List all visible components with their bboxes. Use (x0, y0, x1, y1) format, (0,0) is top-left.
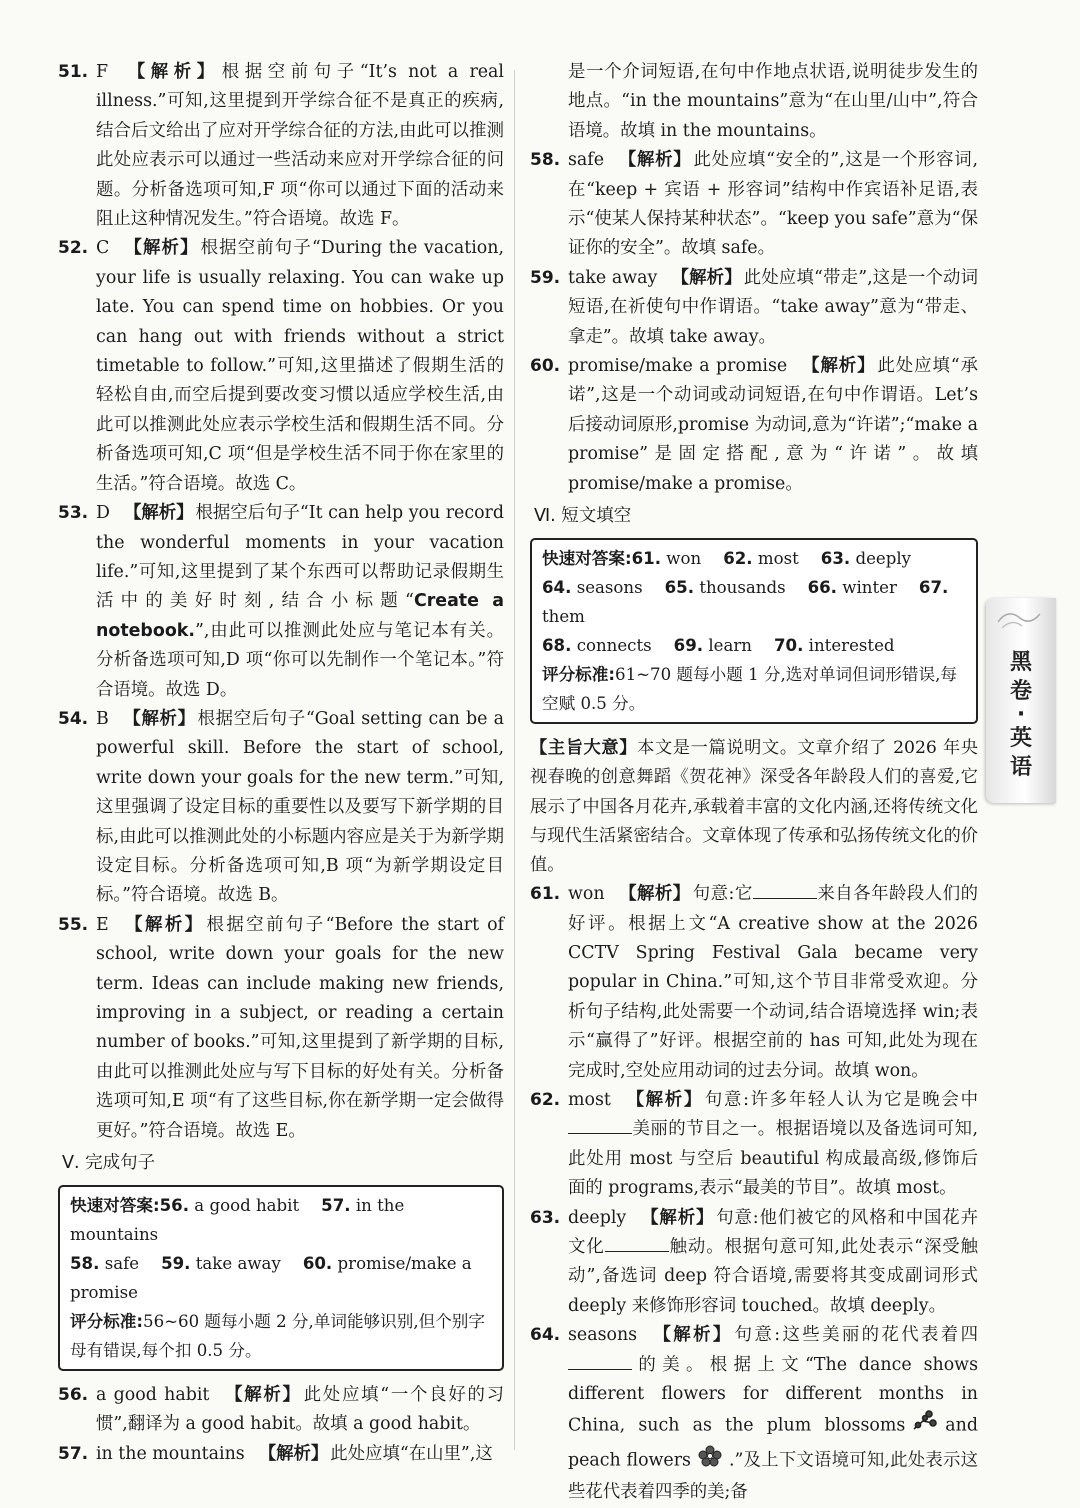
answer-value: learn (708, 636, 752, 656)
subheading-quote: Create a notebook. (96, 591, 504, 641)
item-explanation-cont: 是一个介词短语,在句中作地点状语,说明徒步发生的地点。“in the mountains”意为“在山里/山中”,符合语境。故填 in the mountains。 (568, 62, 978, 141)
analysis-tag: 【解析】 (671, 267, 742, 288)
answer-item-56 (58, 1381, 504, 1440)
item-answer: F (96, 62, 109, 82)
section-heading-5: Ⅴ. 完成句子 (62, 1153, 156, 1174)
side-tab-label (1004, 648, 1038, 782)
fill-blank (568, 1117, 632, 1134)
left-column (58, 58, 504, 1469)
item-answer: E (96, 914, 109, 935)
box-row (70, 1249, 492, 1307)
main-idea-text: 本文是一篇说明文。文章介绍了 2026 年央视春晚的创意舞蹈《贺花神》深受各年龄段人们的喜爱,它展示了中国各月花卉,承载着丰富的文化内涵,还将传统文化与现代生活紧密结合。文章体现了传承和弘扬传统文化的价值。 (530, 738, 978, 875)
item-answer: safe (568, 150, 605, 171)
answer-number: 59. (161, 1254, 191, 1274)
item-explanation-cont: 来自各年龄段人们的好评。根据上文“A creative show at the 2026 CCTV Spring Festival Gala became very popular in China.”可知,这个节目非常受欢迎。分析句子结构,此处需要一个动词,结合语境选择 win;表示“赢得了”好评。根据空前的 has 可知,此处为现在完成时,空处应用动词的过去分词。故填 won。 (568, 884, 978, 1081)
item-explanation: 句意:他们被它的风格和中国花卉文化 (568, 1207, 978, 1257)
box-row (542, 573, 966, 631)
answer-item-63 (530, 1204, 978, 1322)
scoring-standard (542, 660, 966, 718)
item-answer: take away (568, 267, 658, 288)
score-text: 61~70 题每小题 1 分,选对单词但词形错误,每空赋 0.5 分。 (542, 665, 957, 714)
fill-blank (568, 1353, 632, 1370)
item-number: 61. (530, 884, 561, 905)
answer-number: 62. (723, 549, 753, 569)
answer-value: seasons (576, 578, 643, 598)
box-label: 快速对答案: (542, 549, 632, 569)
analysis-tag: 【解析】 (618, 884, 691, 905)
analysis-tag: 【解析】 (223, 1385, 302, 1406)
item-explanation: 句意:它 (692, 884, 753, 905)
side-tab-dot: · (1016, 702, 1026, 727)
analysis-tag: 【解析】 (618, 150, 692, 171)
answer-number: 63. (820, 549, 851, 569)
item-explanation: 根据空前句子“It’s not a real illness.”可知,这里提到开学综合征不是真正的疾病,结合后文给出了应对开学综合征的方法,由此可以推测此处应表示可以通过一些活动来应对开学综合征的问题。分析备选项可知,F 项“你可以通过下面的活动来阻止这种情况发生。”符合语境。故选 F。 (96, 62, 504, 230)
score-text: 56~60 题每小题 2 分,单词能够识别,但个别字母有错误,每个扣 0.5 分。 (70, 1312, 485, 1361)
analysis-tag: 【解析】 (640, 1207, 715, 1228)
analysis-tag: 【解析】 (123, 503, 194, 524)
box-row (542, 631, 966, 660)
item-number: 53. (58, 503, 89, 524)
item-explanation: 根据空后句子“It can help you record the wonderful moments in your vacation life.”可知,这里提到了某个东西可以帮助记录假期生活中的美好时刻,结合小标题“ (96, 503, 504, 612)
answer-value: interested (808, 636, 895, 656)
item-explanation-cont: 的美。根据上文“The dance shows different flowers for different months in China, such as the plum blossoms (568, 1354, 978, 1437)
answer-item-59 (530, 264, 978, 352)
item-number: 56. (58, 1385, 89, 1406)
side-tab (986, 598, 1056, 803)
answer-item-57-continued (530, 58, 978, 146)
main-idea-label: 【主旨大意】 (530, 738, 638, 759)
score-label: 评分标准: (70, 1312, 144, 1332)
item-number: 64. (530, 1325, 561, 1346)
answer-value: safe (104, 1254, 140, 1274)
answer-value: winter (842, 578, 897, 598)
answer-item-54 (58, 705, 504, 911)
side-tab-char: 卷 (1009, 679, 1032, 704)
item-answer: won (568, 884, 605, 905)
item-explanation: 此处应填“带走”,这是一个动词短语,在祈使句中作谓语。“take away”意为“带走、拿走”。故填 take away。 (568, 267, 978, 347)
answer-number: 57. (321, 1196, 351, 1216)
item-answer: B (96, 708, 109, 729)
fill-blank (605, 1235, 669, 1252)
item-number: 55. (58, 914, 89, 935)
answer-item-55 (58, 911, 504, 1146)
scoring-standard (70, 1307, 492, 1365)
answer-number: 68. (542, 636, 572, 656)
item-explanation: 此处应填“安全的”,这是一个形容词,在“keep + 宾语 + 形容词”结构中作宾语补足语,表示“使某人保持某种状态”。“keep you safe”意为“保证你的安全”。故填 safe。 (568, 150, 978, 259)
analysis-tag: 【解析】 (258, 1443, 329, 1464)
answer-number: 66. (807, 578, 837, 598)
item-number: 54. (58, 708, 89, 729)
item-explanation-cont: 美丽的节目之一。根据语境以及备选词可知,此处用 most 与空后 beautiful 构成最高级,修饰后面的 programs,表示“最美的节目”。故填 most。 (568, 1119, 978, 1199)
item-number: 62. (530, 1089, 561, 1110)
analysis-tag: 【解析】 (122, 62, 220, 82)
side-tab-char: 黑 (1009, 650, 1032, 675)
quick-answer-box-5 (58, 1185, 504, 1371)
item-number: 60. (530, 356, 561, 377)
answer-value: them (542, 607, 585, 627)
item-explanation: 此处应填“在山里”,这 (330, 1443, 493, 1464)
decorative-swirl-icon (992, 604, 1048, 634)
fill-blank (753, 882, 817, 899)
answer-item-61 (530, 880, 978, 1086)
analysis-tag: 【解析】 (651, 1325, 733, 1346)
answer-value: thousands (699, 578, 786, 598)
answer-item-64 (530, 1321, 978, 1507)
item-explanation-cont: .”及上下文语境可知,此处表示这些花代表着四季的美;备 (568, 1450, 978, 1503)
box-row (70, 1191, 492, 1249)
item-number: 58. (530, 150, 561, 171)
answer-number: 65. (664, 578, 695, 598)
item-explanation: 此处应填“承诺”,这是一个动词或动词短语,在句中作谓语。Let’s 后接动词原形,promise 为动词,意为“许诺”;“make a promise”是固定搭配,意为“许诺”。故填 promise/make a promise。 (568, 356, 978, 494)
item-explanation-cont: and peach flowers (568, 1416, 978, 1471)
side-tab-char: 语 (1009, 755, 1032, 780)
answer-item-53 (58, 499, 504, 705)
item-explanation: 根据空前句子“Before the start of school, write down your goals for the new term. Ideas can include making new friends, improving in a subject, or reading a certain number of books.”可知,这里提到了新学期的目标,由此可以推测此处应与写下目标的好处有关。分析备选项可知,E 项“有了这些目标,你在新学期一定会做得更好。”符合语境。故选 E。 (96, 914, 504, 1141)
item-answer: promise/make a promise (568, 356, 788, 377)
answer-number: 67. (918, 578, 949, 598)
item-explanation: 根据空后句子“Goal setting can be a powerful skill. Before the start of school, write down your goals for the new term.”可知,这里强调了设定目标的重要性以及要写下新学期的目标,由此可以推测此处的小标题内容应是关于为新学期设定目标。分析备选项可知,B 项“为新学期设定目标。”符合语境。故选 B。 (96, 708, 504, 906)
answer-item-62 (530, 1086, 978, 1204)
analysis-tag: 【解析】 (801, 356, 876, 377)
item-number: 52. (58, 238, 89, 259)
answer-number: 58. (70, 1254, 100, 1274)
item-answer: C (96, 238, 110, 259)
answer-item-60 (530, 352, 978, 499)
plum-blossom-icon (911, 1409, 939, 1443)
column-divider (514, 70, 515, 1450)
item-explanation: 此处应填“一个良好的习惯”,翻译为 a good habit。故填 a good habit。 (96, 1385, 504, 1435)
item-answer: deeply (568, 1207, 627, 1228)
item-answer: a good habit (96, 1385, 210, 1406)
analysis-tag: 【解析】 (122, 914, 205, 935)
answer-number: 61. (631, 549, 662, 569)
right-column (530, 58, 978, 1508)
item-number: 51. (58, 62, 89, 82)
box-row (542, 544, 966, 573)
answer-number: 64. (542, 578, 572, 598)
item-explanation-cont: ”,由此可以推测此处应与笔记本有关。分析备选项可知,D 项“你可以先制作一个笔记本。”符合语境。故选 D。 (96, 620, 504, 700)
answer-value: take away (195, 1254, 281, 1274)
analysis-tag: 【解析】 (123, 238, 199, 259)
analysis-tag: 【解析】 (624, 1089, 703, 1110)
answer-value: deeply (855, 549, 912, 569)
item-number: 59. (530, 267, 561, 288)
item-answer: in the mountains (96, 1443, 245, 1464)
answer-item-57 (58, 1440, 504, 1469)
box-label: 快速对答案: (70, 1196, 160, 1216)
answer-value: connects (576, 636, 652, 656)
answer-item-51 (58, 58, 504, 234)
answer-number: 60. (302, 1254, 333, 1274)
peach-flower-icon (697, 1444, 723, 1478)
answer-value: won (666, 549, 702, 569)
item-number: 57. (58, 1443, 89, 1464)
answer-item-52 (58, 234, 504, 499)
answer-value: most (757, 549, 799, 569)
answer-number: 70. (773, 636, 804, 656)
answer-value: in the mountains (70, 1196, 405, 1245)
section-heading-6: Ⅵ. 短文填空 (534, 506, 632, 527)
quick-answer-box-6 (530, 538, 978, 724)
answer-number: 56. (159, 1196, 190, 1216)
item-answer: most (568, 1089, 611, 1110)
answer-item-58 (530, 146, 978, 264)
answer-value: promise/make a promise (70, 1254, 472, 1303)
item-explanation: 根据空前句子“During the vacation, your life is usually relaxing. You can wake up late. You can spend time on hobbies. Or you can hang out with friends without a strict timetable to follow.”可知,这里描述了假期生活的轻松自由,而空后提到要改变习惯以适应学校生活,由此可以推测此处应表示学校生活和假期生活不同。分析备选项可知,C 项“但是学校生活不同于你在家里的生活。”符合语境。故选 C。 (96, 238, 504, 494)
item-answer: seasons (568, 1325, 638, 1346)
main-idea (530, 734, 978, 880)
item-explanation: 句意:许多年轻人认为它是晚会中 (704, 1089, 978, 1110)
answer-number: 69. (673, 636, 704, 656)
analysis-tag: 【解析】 (122, 708, 196, 729)
item-explanation: 句意:这些美丽的花代表着四 (734, 1325, 978, 1346)
item-number: 63. (530, 1207, 561, 1228)
item-explanation-cont: 触动。根据句意可知,此处表示“深受触动”,备选词 deep 符合语境,需要将其变成副词形式 deeply 来修饰形容词 touched。故填 deeply。 (568, 1236, 978, 1316)
answer-value: a good habit (194, 1196, 300, 1216)
side-tab-char: 英 (1009, 726, 1032, 751)
score-label: 评分标准: (542, 665, 616, 685)
item-answer: D (96, 503, 110, 524)
